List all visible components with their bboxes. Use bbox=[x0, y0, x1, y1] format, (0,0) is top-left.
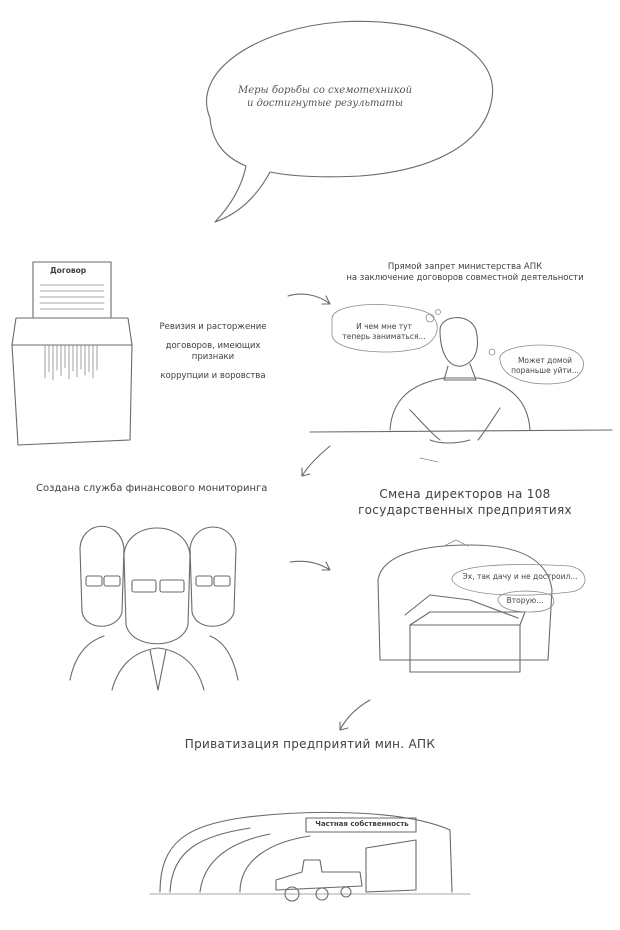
arrow-4 bbox=[340, 700, 370, 730]
directors-line-1: Смена директоров на 108 bbox=[379, 487, 551, 501]
agents-drawing bbox=[70, 526, 238, 690]
arrow-3 bbox=[290, 561, 330, 570]
shredder-drawing bbox=[12, 262, 132, 445]
director-thought-2: Вторую... bbox=[506, 596, 544, 605]
directors-line-2: государственных предприятиях bbox=[358, 503, 572, 517]
official-thought-1-line-2: теперь заниматься... bbox=[342, 332, 426, 341]
contract-doc-title: Договор bbox=[50, 266, 87, 275]
arrow-2 bbox=[302, 446, 330, 476]
revision-line-1: Ревизия и расторжение bbox=[159, 322, 267, 332]
revision-line-3: коррупции и воровства bbox=[160, 371, 266, 381]
main-bubble-line-1: Меры борьбы со схемотехникой bbox=[237, 85, 413, 96]
main-speech-bubble bbox=[207, 21, 493, 222]
official-thought-2 bbox=[505, 356, 585, 376]
hangar-sign: Частная собственность bbox=[315, 820, 409, 828]
privatization-caption: Приватизация предприятий мин. АПК bbox=[184, 737, 436, 751]
main-bubble-text bbox=[230, 84, 420, 110]
arrow-1 bbox=[288, 294, 330, 304]
main-bubble-line-2: и достигнутые результаты bbox=[246, 98, 404, 109]
ban-line-1: Прямой запрет министерства АПК bbox=[387, 262, 543, 272]
directors-caption bbox=[330, 486, 600, 518]
official-thought-1-line-1: И чем мне тут bbox=[356, 322, 412, 331]
official-thought-1 bbox=[338, 322, 430, 342]
director-thought-1: Эх, так дачу и не достроил... bbox=[462, 572, 578, 581]
monitoring-caption: Создана служба финансового мониторинга bbox=[36, 483, 268, 494]
revision-line-2: договоров, имеющих признаки bbox=[165, 341, 261, 362]
ban-line-2: на заключение договоров совместной деятельности bbox=[346, 273, 584, 283]
revision-caption bbox=[148, 322, 278, 382]
ban-caption bbox=[330, 262, 600, 284]
official-thought-2-line-2: пораньше уйти... bbox=[511, 366, 579, 375]
director-drawing bbox=[378, 540, 585, 672]
official-thought-2-line-1: Может домой bbox=[517, 356, 573, 365]
